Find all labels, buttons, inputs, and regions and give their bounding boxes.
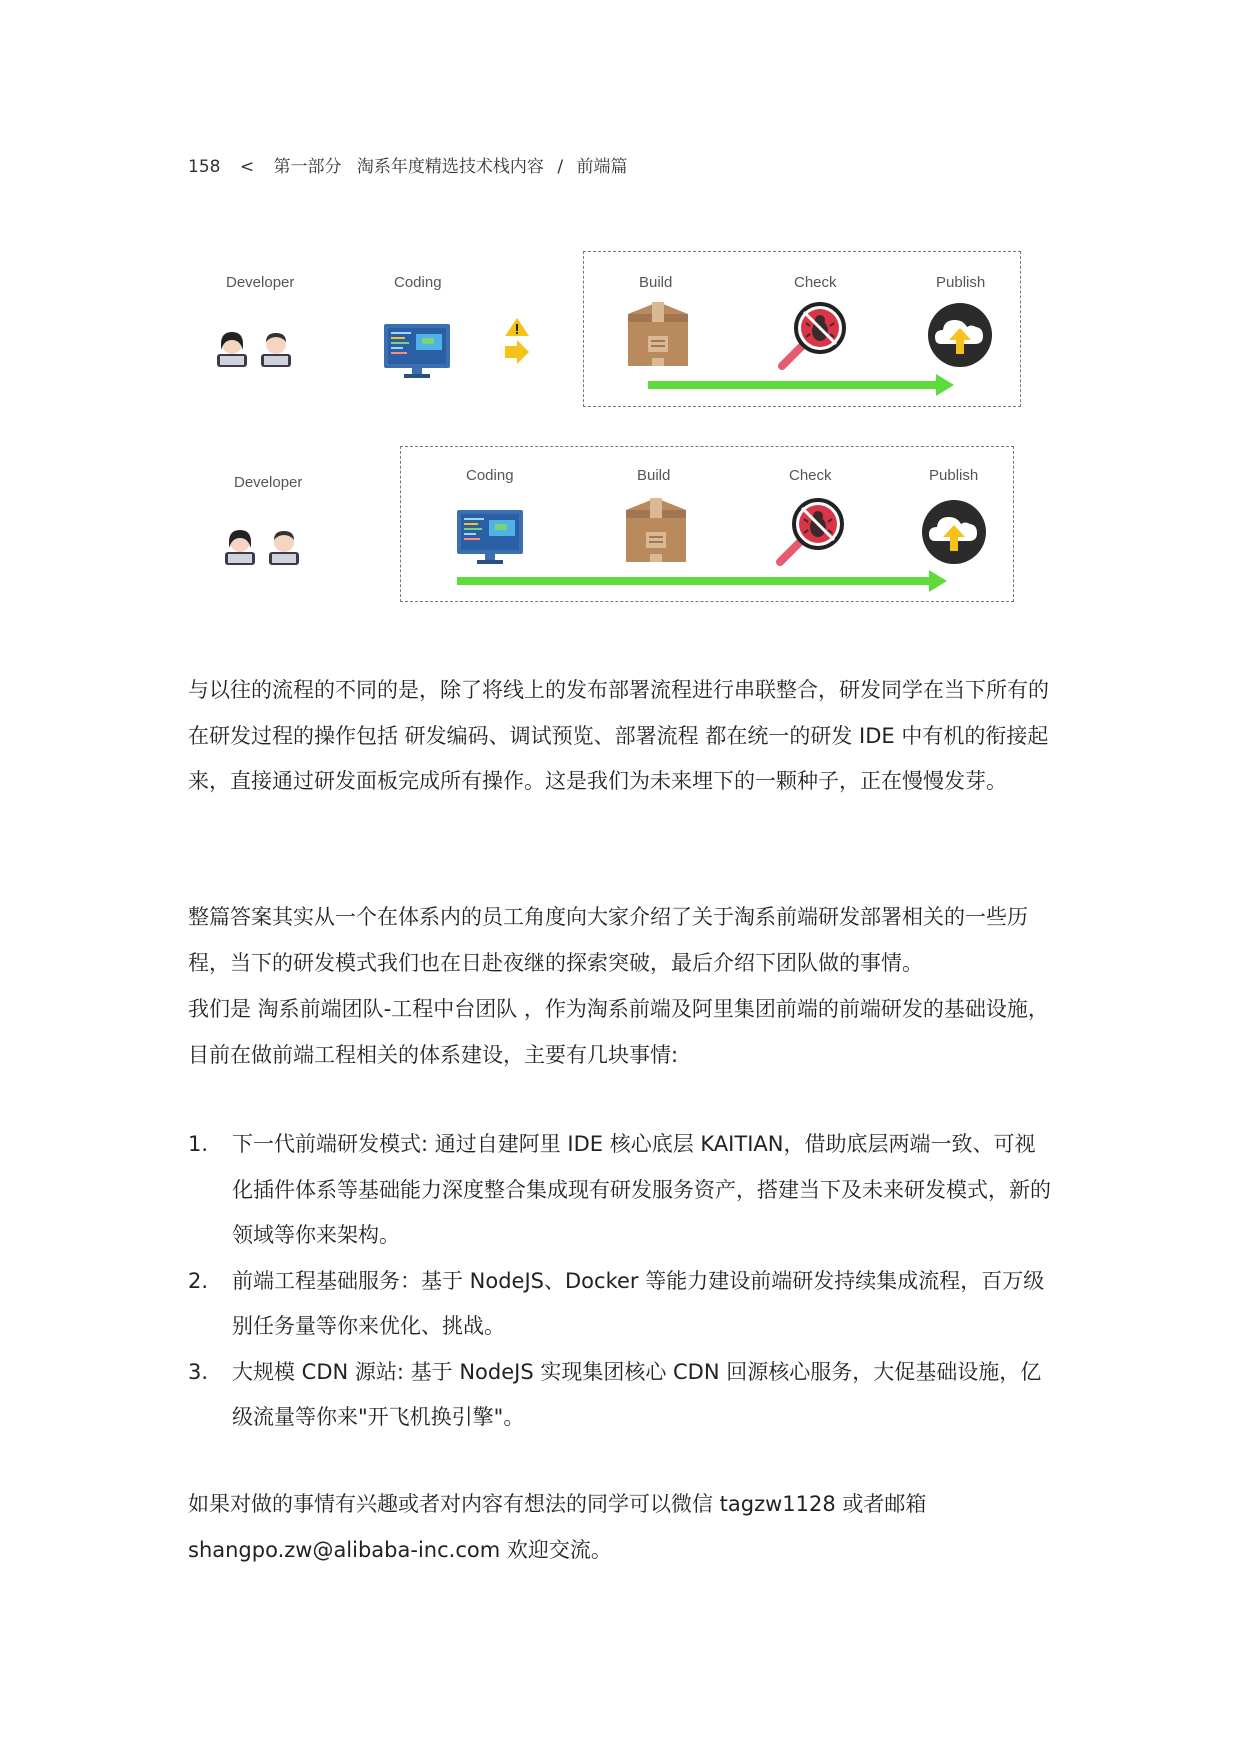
list-text: 前端工程基础服务：基于 NodeJS、Docker 等能力建设前端研发持续集成流程，百万级别任务量等你来优化、挑战。	[232, 1268, 1045, 1338]
row1-coding-monitor-icon	[382, 322, 452, 380]
list-text: 大规模 CDN 源站: 基于 NodeJS 实现集团核心 CDN 回源核心服务，大促基础设施，亿级流量等你来"开飞机换引擎"。	[232, 1359, 1042, 1429]
row1-check-bug-icon	[774, 300, 848, 372]
paragraph-contact: 如果对做的事情有兴趣或者对内容有想法的同学可以微信 tagzw1128 或者邮箱 shangpo.zw@alibaba-inc.com 欢迎交流。	[188, 1492, 927, 1562]
row2-coding-label: Coding	[466, 467, 514, 484]
part-label: 第一部分	[273, 157, 342, 177]
row2-developers-icon	[222, 528, 304, 566]
paragraph-3: 我们是 淘系前端团队-工程中台团队 ，作为淘系前端及阿里集团前端的前端研发的基础设施，目前在做前端工程相关的体系建设，主要有几块事情:	[188, 997, 1049, 1067]
row2-publish-cloud-icon	[919, 497, 989, 567]
list-item	[188, 1259, 1056, 1350]
row1-developer-label: Developer	[226, 274, 295, 291]
paragraph-1: 与以往的流程的不同的是，除了将线上的发布部署流程进行串联整合，研发同学在当下所有的在研发过程的操作包括 研发编码、调试预览、部署流程 都在统一的研发 IDE 中有机的衔接起来，直接通过研发面板完成所有操作。这是我们为未来埋下的一颗种子，正在慢慢发芽。	[188, 678, 1049, 793]
page-number: 158	[188, 157, 221, 177]
row1-developers-icon	[214, 330, 296, 368]
row2-check-label: Check	[789, 467, 832, 484]
row2-build-label: Build	[637, 467, 671, 484]
warning-arrow-icon	[503, 316, 531, 366]
row1-progress-arrow	[648, 381, 938, 389]
book-title: 淘系年度精选技术栈内容	[356, 157, 544, 177]
row1-build-box-icon	[624, 300, 692, 372]
list-number: 1.	[188, 1132, 209, 1156]
list-text: 下一代前端研发模式: 通过自建阿里 IDE 核心底层 KAITIAN，借助底层两端一致、可视化插件体系等基础能力深度整合集成现有研发服务资产，搭建当下及未来研发模式，新的领域等你来架构。	[232, 1132, 1051, 1247]
header-slash: /	[557, 157, 564, 177]
team-work-list	[188, 1122, 1056, 1441]
paragraph-2: 整篇答案其实从一个在体系内的员工角度向大家介绍了关于淘系前端研发部署相关的一些历程，当下的研发模式我们也在日赴夜继的探索突破，最后介绍下团队做的事情。	[188, 905, 1028, 975]
row1-publish-label: Publish	[936, 274, 986, 291]
row1-coding-label: Coding	[394, 274, 442, 291]
row1-publish-cloud-icon	[925, 300, 995, 370]
workflow-diagram	[0, 0, 1240, 640]
list-item	[188, 1350, 1056, 1441]
row2-publish-label: Publish	[929, 467, 979, 484]
row2-coding-monitor-icon	[455, 508, 525, 566]
list-number: 3.	[188, 1359, 209, 1384]
row1-arrow-head	[936, 374, 954, 396]
row2-arrow-head	[929, 570, 947, 592]
section-label: 前端篇	[576, 157, 628, 177]
list-item	[188, 1122, 1056, 1259]
row2-developer-label: Developer	[234, 474, 303, 491]
row1-build-label: Build	[639, 274, 673, 291]
row1-check-label: Check	[794, 274, 837, 291]
row2-check-bug-icon	[772, 496, 846, 568]
row2-build-box-icon	[622, 496, 690, 568]
list-number: 2.	[188, 1268, 209, 1293]
header-separator: <	[239, 157, 255, 177]
row2-progress-arrow	[457, 577, 931, 585]
